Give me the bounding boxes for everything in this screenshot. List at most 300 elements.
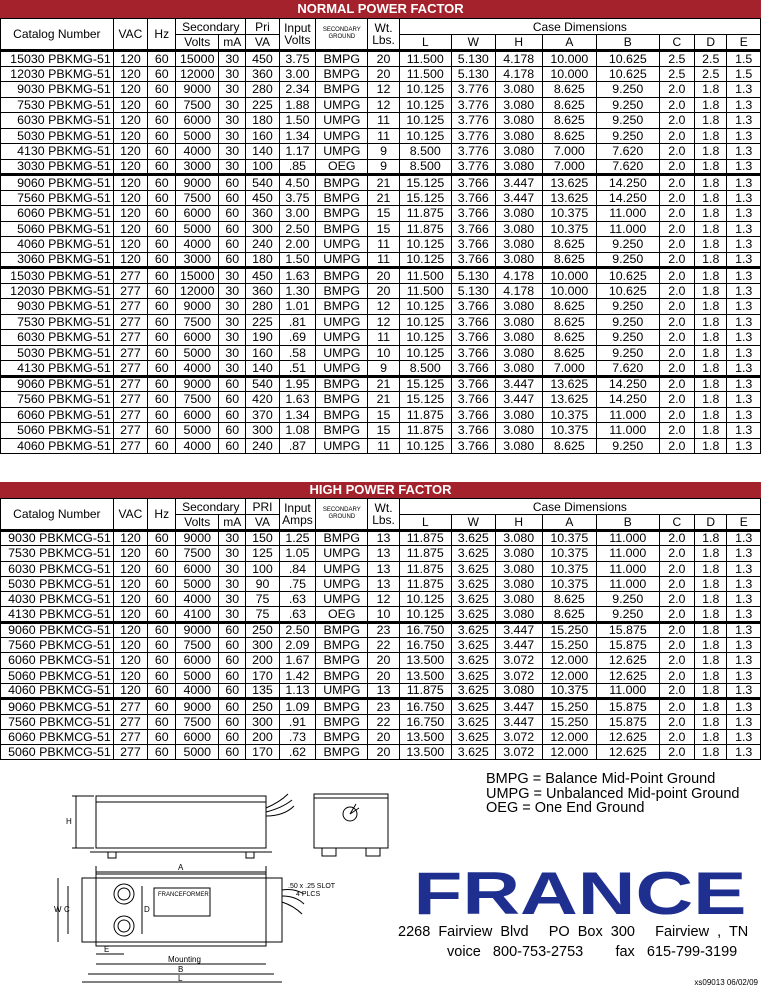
table-cell: 30 — [219, 283, 246, 299]
table-cell: 12.000 — [542, 729, 596, 744]
catalog-number-cell: 12030 PBKMG-51 — [1, 283, 114, 299]
catalog-number-cell: 4030 PBKMCG-51 — [1, 592, 114, 607]
table-cell: 120 — [113, 683, 147, 698]
table-cell: 1.30 — [279, 283, 316, 299]
table-cell: 1.8 — [695, 376, 727, 392]
table-cell: 3.447 — [495, 714, 542, 729]
table-cell: 150 — [246, 531, 279, 546]
table-cell: 14.250 — [596, 376, 659, 392]
table-cell: 11.000 — [596, 221, 659, 237]
table-cell: 3.447 — [495, 699, 542, 714]
header-vac: VAC — [113, 499, 147, 531]
header-secondary-ground: SECONDARY GROUND — [316, 499, 368, 531]
table-cell: 3.447 — [495, 175, 542, 191]
table-cell: 120 — [113, 668, 147, 683]
table-cell: 1.3 — [727, 622, 761, 637]
table-cell: 1.13 — [279, 683, 316, 698]
table-cell: 10.000 — [542, 66, 596, 82]
table-cell: UMPG — [316, 330, 368, 346]
table-cell: 11 — [368, 438, 399, 454]
table-cell: .85 — [279, 159, 316, 175]
svg-text:FRANCE: FRANCE — [413, 860, 747, 927]
table-cell: 1.3 — [727, 221, 761, 237]
table-cell: 60 — [219, 190, 246, 206]
table-cell: 11 — [368, 237, 399, 253]
table-cell: 1.8 — [695, 561, 727, 576]
table-cell: 2.0 — [659, 561, 694, 576]
table-row — [1, 206, 761, 222]
table-cell: 60 — [148, 531, 176, 546]
table-cell: 10.000 — [542, 283, 596, 299]
table-cell: 12.625 — [596, 729, 659, 744]
table-row — [1, 392, 761, 408]
table-cell: 120 — [113, 113, 147, 129]
catalog-number-cell: 7560 PBKMG-51 — [1, 392, 114, 408]
table-cell: 5000 — [176, 668, 219, 683]
table-cell: 1.8 — [695, 622, 727, 637]
table-cell: 14.250 — [596, 392, 659, 408]
table-cell: 10.375 — [542, 423, 596, 439]
high-pf-banner: HIGH POWER FACTOR — [0, 482, 761, 498]
catalog-number-cell: 15030 PBKMG-51 — [1, 51, 114, 67]
table-cell: 10.125 — [399, 128, 451, 144]
table-cell: 1.3 — [727, 438, 761, 454]
table-cell: OEG — [316, 159, 368, 175]
table-cell: 10.000 — [542, 51, 596, 67]
table-row — [1, 407, 761, 423]
table-cell: 60 — [148, 683, 176, 698]
table-cell: 3.625 — [451, 546, 495, 561]
table-cell: 1.3 — [727, 729, 761, 744]
header-case-dimensions: Case Dimensions — [399, 499, 760, 515]
table-cell: 30 — [219, 576, 246, 591]
table-cell: 3.766 — [451, 361, 495, 377]
table-cell: 10.625 — [596, 283, 659, 299]
table-cell: 1.8 — [695, 699, 727, 714]
table-cell: 11.875 — [399, 683, 451, 698]
table-cell: 277 — [113, 407, 147, 423]
header-hz: Hz — [148, 19, 176, 51]
catalog-number-cell: 6030 PBKMCG-51 — [1, 561, 114, 576]
table-cell: 11.875 — [399, 221, 451, 237]
table-cell: 7500 — [176, 190, 219, 206]
table-cell: 60 — [148, 576, 176, 591]
table-cell: 60 — [219, 175, 246, 191]
table-cell: 4.178 — [495, 268, 542, 284]
table-cell: 120 — [113, 144, 147, 160]
table-cell: 60 — [219, 376, 246, 392]
header-dim-w: W — [451, 515, 495, 531]
table-cell: 3.766 — [451, 407, 495, 423]
table-cell: 12000 — [176, 66, 219, 82]
table-cell: 9000 — [176, 699, 219, 714]
header-secondary: Secondary — [176, 19, 246, 35]
table-cell: 1.8 — [695, 175, 727, 191]
table-cell: 6000 — [176, 206, 219, 222]
table-cell: 3.766 — [451, 206, 495, 222]
table-cell: 13 — [368, 546, 399, 561]
table-cell: 3.766 — [451, 345, 495, 361]
table-cell: BMPG — [316, 407, 368, 423]
table-cell: 3000 — [176, 159, 219, 175]
table-cell: 540 — [246, 376, 279, 392]
dim-e-label: E — [104, 945, 110, 954]
table-cell: 1.8 — [695, 113, 727, 129]
table-cell: UMPG — [316, 438, 368, 454]
table-cell: 1.8 — [695, 128, 727, 144]
table-cell: 160 — [246, 345, 279, 361]
table-cell: BMPG — [316, 283, 368, 299]
table-cell: 120 — [113, 592, 147, 607]
table-cell: 120 — [113, 190, 147, 206]
header-ma: mA — [219, 35, 246, 51]
table-cell: 120 — [113, 128, 147, 144]
table-cell: 8.625 — [542, 314, 596, 330]
table-cell: 12.000 — [542, 668, 596, 683]
table-cell: 3.080 — [495, 592, 542, 607]
header-dim-c: C — [659, 35, 694, 51]
table-cell: BMPG — [316, 190, 368, 206]
catalog-number-cell: 6060 PBKMG-51 — [1, 407, 114, 423]
table-cell: 2.0 — [659, 268, 694, 284]
table-cell: 4.178 — [495, 51, 542, 67]
catalog-number-cell: 3030 PBKMG-51 — [1, 159, 114, 175]
table-cell: 11.000 — [596, 546, 659, 561]
catalog-number-cell: 7560 PBKMG-51 — [1, 190, 114, 206]
table-cell: 3.080 — [495, 607, 542, 622]
table-cell: 250 — [246, 699, 279, 714]
table-cell: 11.875 — [399, 206, 451, 222]
header-dim-b: B — [596, 35, 659, 51]
table-cell: 14.250 — [596, 190, 659, 206]
table-cell: 8.625 — [542, 438, 596, 454]
table-cell: 3.766 — [451, 237, 495, 253]
table-cell: 9.250 — [596, 237, 659, 253]
table-cell: 22 — [368, 638, 399, 653]
table-cell: 9000 — [176, 622, 219, 637]
table-cell: 11.000 — [596, 206, 659, 222]
france-logo — [413, 860, 747, 927]
table-cell: 2.0 — [659, 699, 694, 714]
table-cell: 4000 — [176, 361, 219, 377]
table-cell: 4.178 — [495, 283, 542, 299]
table-cell: 10.375 — [542, 561, 596, 576]
table-cell: 3.00 — [279, 206, 316, 222]
table-row — [1, 714, 761, 729]
table-cell: 2.0 — [659, 144, 694, 160]
table-cell: 60 — [219, 407, 246, 423]
table-row — [1, 423, 761, 439]
table-cell: 2.0 — [659, 128, 694, 144]
table-cell: UMPG — [316, 314, 368, 330]
table-cell: 30 — [219, 82, 246, 98]
table-cell: 4.50 — [279, 175, 316, 191]
table-cell: 277 — [113, 714, 147, 729]
table-cell: 3.625 — [451, 653, 495, 668]
table-cell: 7500 — [176, 314, 219, 330]
table-row — [1, 361, 761, 377]
table-cell: 2.5 — [659, 66, 694, 82]
table-cell: 4000 — [176, 592, 219, 607]
table-cell: 7500 — [176, 638, 219, 653]
table-row — [1, 668, 761, 683]
header-dim-e: E — [727, 515, 761, 531]
table-cell: 225 — [246, 314, 279, 330]
table-cell: 277 — [113, 423, 147, 439]
legend-oeg: OEG = One End Ground — [486, 800, 645, 816]
table-cell: 3.080 — [495, 128, 542, 144]
table-cell: 60 — [148, 113, 176, 129]
table-cell: 2.34 — [279, 82, 316, 98]
header-catalog-number: Catalog Number — [1, 499, 114, 531]
table-cell: 1.8 — [695, 144, 727, 160]
table-cell: 4.178 — [495, 66, 542, 82]
table-cell: 5000 — [176, 128, 219, 144]
table-cell: 5000 — [176, 576, 219, 591]
table-cell: 10.125 — [399, 299, 451, 315]
table-cell: 3.072 — [495, 729, 542, 744]
table-cell: 7.000 — [542, 361, 596, 377]
table-cell: 60 — [148, 144, 176, 160]
table-cell: 1.3 — [727, 653, 761, 668]
case-end-view-drawing — [312, 790, 392, 860]
table-cell: 1.3 — [727, 576, 761, 591]
table-cell: 10.125 — [399, 252, 451, 268]
header-dim-d: D — [695, 35, 727, 51]
table-cell: 3.072 — [495, 668, 542, 683]
table-cell: 7500 — [176, 97, 219, 113]
table-cell: 13.625 — [542, 190, 596, 206]
table-cell: 60 — [148, 314, 176, 330]
catalog-number-cell: 12030 PBKMG-51 — [1, 66, 114, 82]
table-cell: 3.080 — [495, 113, 542, 129]
table-cell: 1.5 — [727, 51, 761, 67]
header-secondary: Secondary — [176, 499, 246, 515]
table-cell: 11.500 — [399, 268, 451, 284]
table-cell: 30 — [219, 345, 246, 361]
table-cell: 1.3 — [727, 345, 761, 361]
header-va: VA — [246, 515, 279, 531]
table-cell: 60 — [148, 653, 176, 668]
table-cell: 23 — [368, 699, 399, 714]
table-cell: 13.500 — [399, 729, 451, 744]
table-cell: 1.50 — [279, 113, 316, 129]
catalog-number-cell: 5030 PBKMCG-51 — [1, 576, 114, 591]
table-cell: 1.8 — [695, 392, 727, 408]
table-cell: 11.875 — [399, 407, 451, 423]
table-cell: 30 — [219, 561, 246, 576]
table-cell: 60 — [148, 159, 176, 175]
table-cell: 1.3 — [727, 361, 761, 377]
table-cell: UMPG — [316, 345, 368, 361]
table-cell: 3.080 — [495, 683, 542, 698]
table-cell: 11.000 — [596, 423, 659, 439]
table-cell: 9 — [368, 361, 399, 377]
table-cell: 2.0 — [659, 622, 694, 637]
table-cell: 360 — [246, 283, 279, 299]
table-cell: 60 — [148, 668, 176, 683]
table-cell: 1.3 — [727, 299, 761, 315]
table-cell: 10.375 — [542, 546, 596, 561]
table-cell: 1.3 — [727, 330, 761, 346]
table-row — [1, 699, 761, 714]
table-cell: BMPG — [316, 392, 368, 408]
table-cell: 3.080 — [495, 206, 542, 222]
table-cell: 60 — [148, 729, 176, 744]
table-cell: 1.63 — [279, 392, 316, 408]
table-cell: 2.5 — [659, 51, 694, 67]
document-id: xs09013 06/02/09 — [694, 978, 758, 987]
table-cell: 8.625 — [542, 82, 596, 98]
table-cell: 9000 — [176, 82, 219, 98]
table-cell: 1.3 — [727, 113, 761, 129]
slot-note-1: .50 x .25 SLOT — [288, 883, 336, 890]
table-cell: 30 — [219, 159, 246, 175]
table-cell: 12.625 — [596, 745, 659, 760]
table-cell: UMPG — [316, 113, 368, 129]
table-cell: 2.5 — [695, 66, 727, 82]
table-cell: 4000 — [176, 683, 219, 698]
table-cell: 1.8 — [695, 438, 727, 454]
table-cell: 3.080 — [495, 237, 542, 253]
table-cell: 60 — [219, 653, 246, 668]
table-cell: 5.130 — [451, 268, 495, 284]
table-cell: 10.125 — [399, 607, 451, 622]
table-cell: 15.875 — [596, 622, 659, 637]
table-cell: 3.625 — [451, 592, 495, 607]
table-cell: 15.125 — [399, 190, 451, 206]
table-cell: 60 — [219, 392, 246, 408]
table-cell: 180 — [246, 252, 279, 268]
table-cell: 8.500 — [399, 144, 451, 160]
table-cell: 3.776 — [451, 97, 495, 113]
table-cell: 12 — [368, 314, 399, 330]
table-cell: 1.8 — [695, 592, 727, 607]
table-cell: .63 — [279, 592, 316, 607]
table-cell: UMPG — [316, 546, 368, 561]
table-cell: 10.125 — [399, 237, 451, 253]
table-cell: 15.250 — [542, 638, 596, 653]
table-cell: 277 — [113, 438, 147, 454]
table-cell: 60 — [148, 128, 176, 144]
table-cell: .63 — [279, 607, 316, 622]
table-cell: 8.625 — [542, 113, 596, 129]
table-cell: 30 — [219, 144, 246, 160]
table-cell: 60 — [148, 392, 176, 408]
table-cell: 30 — [219, 531, 246, 546]
table-cell: 13.500 — [399, 745, 451, 760]
table-cell: 1.8 — [695, 345, 727, 361]
table-cell: 9000 — [176, 299, 219, 315]
table-cell: 15000 — [176, 51, 219, 67]
table-cell: 8.625 — [542, 607, 596, 622]
table-cell: 200 — [246, 729, 279, 744]
high-pf-table — [0, 498, 761, 760]
catalog-number-cell: 3060 PBKMG-51 — [1, 252, 114, 268]
table-cell: BMPG — [316, 206, 368, 222]
table-cell: 60 — [148, 330, 176, 346]
header-hz: Hz — [148, 499, 176, 531]
catalog-number-cell: 4130 PBKMG-51 — [1, 361, 114, 377]
table-row — [1, 683, 761, 698]
table-cell: 7.620 — [596, 361, 659, 377]
table-cell: 2.0 — [659, 683, 694, 698]
table-cell: 60 — [148, 283, 176, 299]
table-cell: 1.8 — [695, 683, 727, 698]
table-cell: 6000 — [176, 407, 219, 423]
table-cell: 9.250 — [596, 607, 659, 622]
table-cell: 12 — [368, 82, 399, 98]
table-row — [1, 268, 761, 284]
table-cell: .73 — [279, 729, 316, 744]
table-cell: 2.0 — [659, 592, 694, 607]
table-cell: OEG — [316, 607, 368, 622]
table-cell: BMPG — [316, 66, 368, 82]
table-cell: 20 — [368, 66, 399, 82]
table-cell: 22 — [368, 714, 399, 729]
table-cell: 1.8 — [695, 97, 727, 113]
table-cell: 60 — [148, 66, 176, 82]
table-cell: 3.625 — [451, 607, 495, 622]
table-cell: 5.130 — [451, 283, 495, 299]
table-cell: 3000 — [176, 252, 219, 268]
table-cell: 3.080 — [495, 97, 542, 113]
table-cell: 2.0 — [659, 283, 694, 299]
table-cell: 60 — [148, 546, 176, 561]
table-cell: 2.0 — [659, 330, 694, 346]
table-row — [1, 438, 761, 454]
table-cell: 2.0 — [659, 159, 694, 175]
dim-c-label: C — [64, 905, 70, 914]
table-cell: 3.766 — [451, 376, 495, 392]
table-cell: 3.625 — [451, 745, 495, 760]
table-cell: 6000 — [176, 729, 219, 744]
table-cell: 60 — [148, 299, 176, 315]
table-row — [1, 607, 761, 622]
table-cell: 3.625 — [451, 683, 495, 698]
table-cell: 3.776 — [451, 82, 495, 98]
table-cell: 277 — [113, 699, 147, 714]
table-cell: 3.75 — [279, 51, 316, 67]
table-cell: 15.250 — [542, 699, 596, 714]
table-cell: 1.8 — [695, 82, 727, 98]
table-cell: 2.0 — [659, 607, 694, 622]
table-cell: 8.625 — [542, 252, 596, 268]
table-cell: 60 — [148, 252, 176, 268]
table-cell: 1.8 — [695, 729, 727, 744]
catalog-number-cell: 6060 PBKMCG-51 — [1, 729, 114, 744]
table-cell: 1.8 — [695, 714, 727, 729]
table-cell: BMPG — [316, 268, 368, 284]
table-row — [1, 345, 761, 361]
table-cell: BMPG — [316, 745, 368, 760]
header-dim-d: D — [695, 515, 727, 531]
table-row — [1, 531, 761, 546]
table-cell: 3.447 — [495, 392, 542, 408]
table-cell: 11.875 — [399, 561, 451, 576]
table-cell: 3.080 — [495, 159, 542, 175]
table-cell: 277 — [113, 392, 147, 408]
table-cell: .75 — [279, 576, 316, 591]
table-cell: 13.625 — [542, 175, 596, 191]
table-cell: 3.080 — [495, 546, 542, 561]
table-cell: 60 — [148, 345, 176, 361]
table-cell: 60 — [148, 592, 176, 607]
table-cell: 1.3 — [727, 714, 761, 729]
table-cell: 10.375 — [542, 683, 596, 698]
table-cell: 30 — [219, 592, 246, 607]
table-row — [1, 314, 761, 330]
